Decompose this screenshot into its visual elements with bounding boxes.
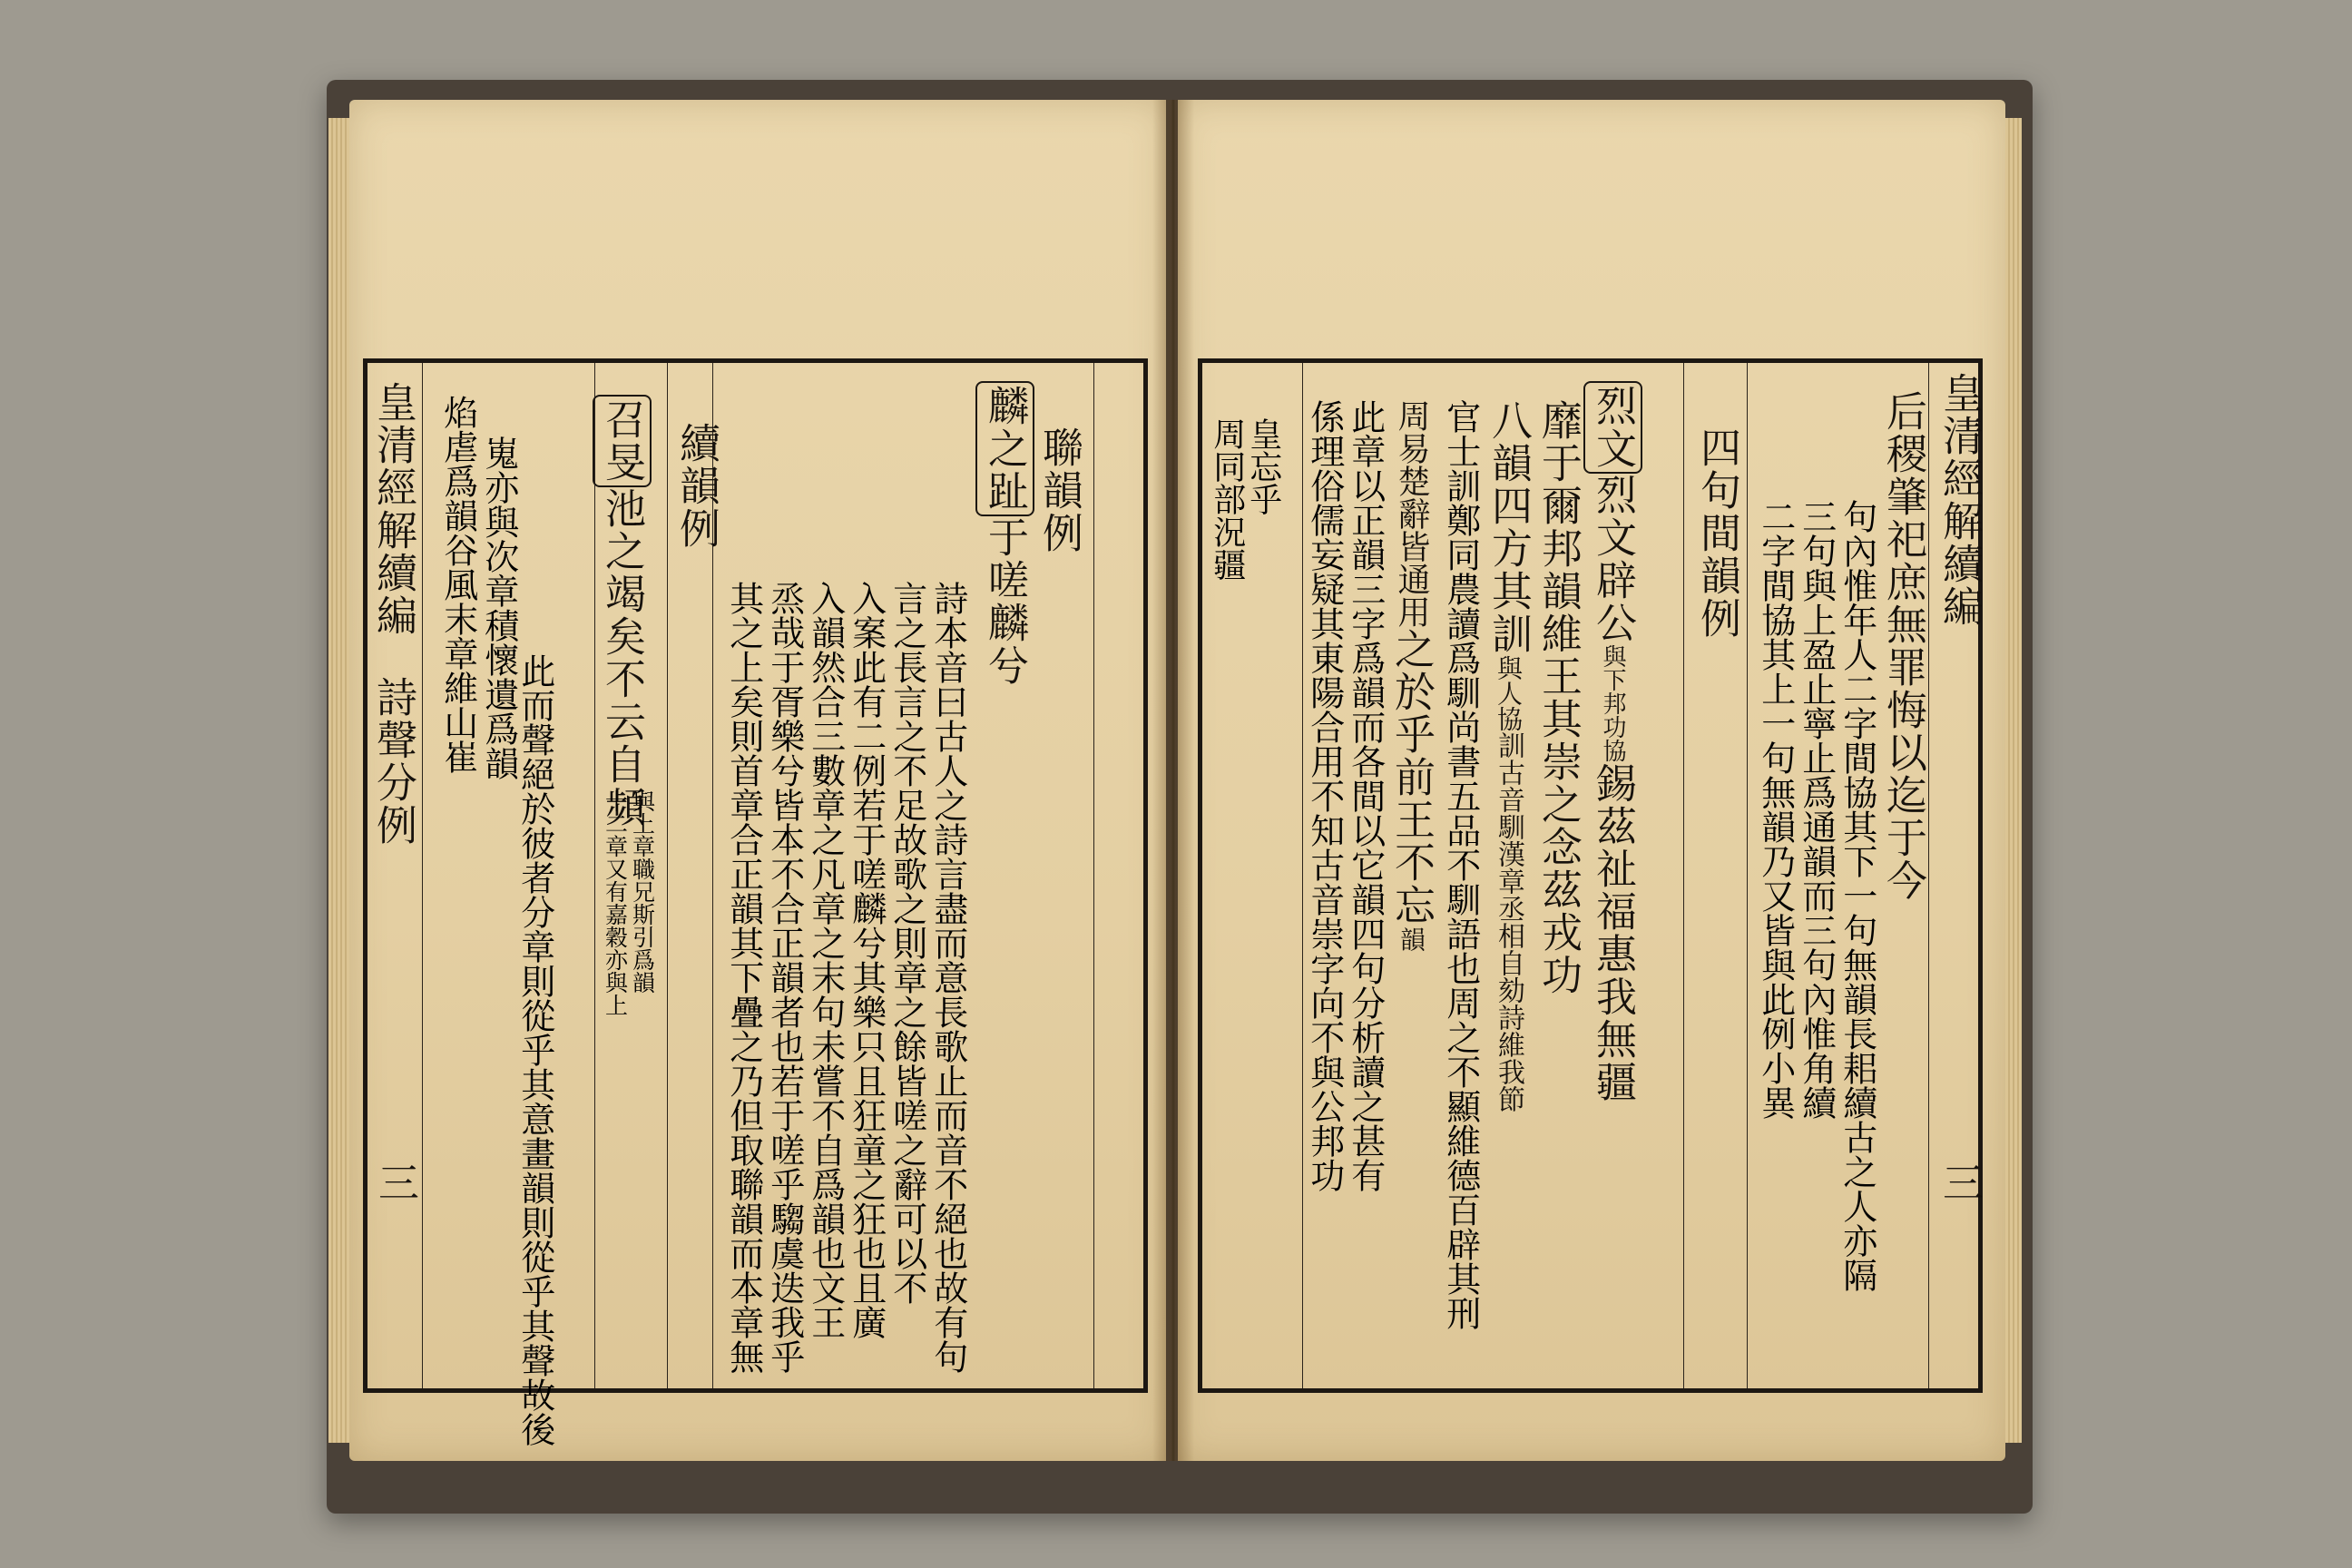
left-col2 <box>514 653 555 1446</box>
column-rule <box>422 363 423 1388</box>
right-col9b <box>1796 499 1837 1120</box>
column-rule <box>1747 363 1748 1388</box>
right-col1-text: 周同部況疆 <box>1208 417 1246 581</box>
zhaomin-tag: 召旻 <box>593 395 652 487</box>
continued-rhyme-heading: 續韻例 <box>672 422 720 550</box>
right-col1b-text: 皇忘乎 <box>1244 417 1282 515</box>
right-col11 <box>1879 390 1927 902</box>
column-rule <box>1093 363 1094 1388</box>
left-col9-text: 言之長言之不足故歌之則章之餘皆嗟之辭可以不 <box>887 581 927 1305</box>
right-text-frame <box>1198 358 1983 1393</box>
right-col7-b: 與下邦功協 <box>1599 644 1626 762</box>
linzhizhi-text: 于嗟麟兮 <box>981 516 1029 687</box>
right-col9-a: 二字間協其上一句無韻乃又皆與此例小異 <box>1755 499 1796 1120</box>
left-col10-text: 詩本音曰古人之詩言盡而意長歌止而音不絕也故有句 <box>927 581 968 1374</box>
column-rule <box>1683 363 1684 1388</box>
right-col5-c: 訓古音馴漢章丞相自劾詩維我節 <box>1493 731 1524 1112</box>
column-rule <box>1302 363 1303 1388</box>
left-col8b-text: 入案此有二例若于嗟麟兮其樂只且狂童之狂也且廣 <box>846 581 887 1339</box>
right-col7-a: 烈文辟公 <box>1589 474 1637 644</box>
right-col11-a: 后稷肇祀 <box>1879 390 1927 561</box>
right-col5 <box>1485 399 1533 1112</box>
left-col1 <box>437 395 478 774</box>
zhaomin-text: 池之竭矣不云自頻 <box>598 487 646 828</box>
right-col11-c: 庶無罪悔 <box>1879 561 1927 731</box>
left-spine-title: 皇清經解續編 <box>369 381 417 637</box>
right-col3 <box>1387 399 1436 952</box>
right-col1b <box>1244 417 1282 515</box>
right-col3-a: 周易楚辭皆通用 <box>1393 399 1430 628</box>
left-col6-text: 其之上矣則首章合正韻其下疊之乃但取聯韻而本章無 <box>723 581 764 1374</box>
right-col4-a: 尚書五品不馴語也周之不顯維德百辟其刑 <box>1440 710 1481 1330</box>
right-col9-b: 三句與上盈止寧止爲通韻而三句內惟角續 <box>1796 499 1837 1120</box>
column-rule <box>667 363 668 1388</box>
book-gutter <box>1152 100 1194 1461</box>
left-col11 <box>981 381 1029 687</box>
left-col1b <box>478 436 519 780</box>
left-col2-text: 此而聲絕於彼者分章則從乎其意畫韻則從乎其聲故後 <box>514 653 555 1446</box>
right-col1 <box>1208 417 1246 581</box>
right-col4 <box>1440 399 1481 1330</box>
left-col10 <box>927 581 968 1374</box>
right-col10 <box>1839 499 1875 1292</box>
right-spine-title: 皇清經解續編 <box>1936 372 1984 628</box>
left-folio: 三 <box>371 1161 419 1204</box>
right-col7-c: 錫茲祉福惠我無疆 <box>1589 762 1637 1103</box>
right-col3-c: 韻 <box>1396 926 1426 952</box>
right-col3-b: 之於乎前王不忘 <box>1387 628 1436 926</box>
column-rule <box>1928 363 1929 1388</box>
left-col8-text: 入韻然合三數章之凡章之末句未嘗不自爲韻也文王 <box>805 581 846 1339</box>
left-col1b-text: 嵬亦與次章積懷遺爲韻 <box>478 436 519 780</box>
right-col4-b: 官士訓鄭同農讀爲馴 <box>1440 399 1481 710</box>
right-col5-b: 與人協 <box>1494 655 1524 731</box>
left-text-frame <box>363 358 1148 1446</box>
right-col11-e: 以迄于今 <box>1879 731 1927 902</box>
left-col1-text: 焰虐爲韻谷風末章維山崔 <box>437 395 478 774</box>
left-col9 <box>889 581 925 1305</box>
linked-rhyme-heading: 聯韻例 <box>1035 426 1083 554</box>
liewen-tag: 烈文 <box>1583 381 1642 474</box>
left-spine-subtitle: 詩聲分例 <box>369 676 417 847</box>
right-col7 <box>1589 381 1637 1103</box>
left-note-b: 十二章又有嘉穀亦與上 <box>602 789 629 1016</box>
column-rule <box>594 363 595 1388</box>
left-col8 <box>805 581 846 1339</box>
four-line-interval-rhyme-heading: 四句間韻例 <box>1693 426 1741 640</box>
right-col2-text: 係理俗儒妄疑其東陽合用不知古音崇字向不與公邦功 <box>1304 399 1345 1192</box>
linzhizhi-tag: 麟之趾 <box>975 381 1034 516</box>
right-col2b-text: 此章以正韻三字爲韻而各間以它韻四句分析讀之甚有 <box>1345 399 1386 1192</box>
left-col7 <box>764 581 805 1374</box>
right-col9 <box>1755 499 1796 1120</box>
right-col2 <box>1304 399 1345 1192</box>
left-col4 <box>598 395 646 828</box>
right-folio: 三 <box>1936 1161 1984 1204</box>
right-col6-a: 靡于爾邦 <box>1534 399 1583 570</box>
left-col8b <box>846 581 887 1339</box>
left-col7-text: 烝哉于胥樂兮皆本不合正韻者也若于嗟乎騶虞迭我乎 <box>764 581 805 1374</box>
left-note-a: 與上章職兄斯引爲韻 <box>629 789 656 994</box>
left-col6 <box>723 581 764 1374</box>
right-col10-b: 句內惟年人二字間協其下一句無韻長耜續古之人亦隔 <box>1837 499 1877 1292</box>
right-col5-a: 八韻四方其訓 <box>1485 399 1533 655</box>
left-col4-note-a <box>631 789 654 994</box>
right-col2b <box>1345 399 1386 1192</box>
left-col4-note-b <box>603 789 627 1016</box>
right-col6 <box>1534 399 1583 996</box>
right-col6-b: 韻維王其崇之念茲戎功 <box>1534 570 1583 996</box>
